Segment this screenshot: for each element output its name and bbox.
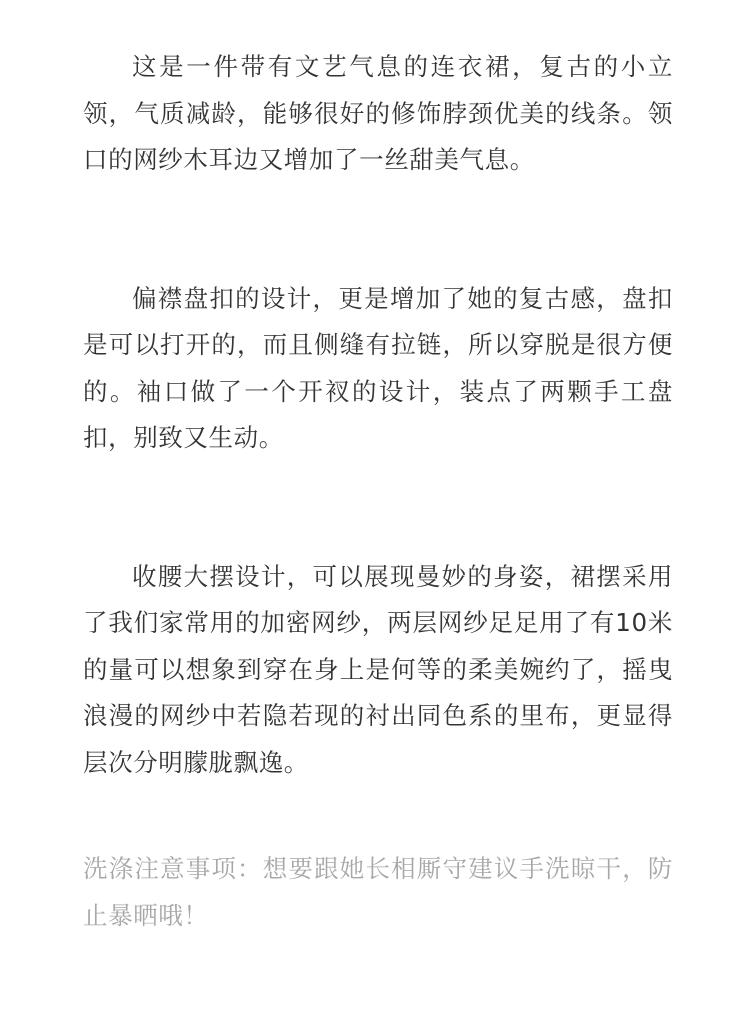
description-paragraph-skirt: 收腰大摆设计，可以展现曼妙的身姿，裙摆采用了我们家常用的加密网纱，两层网纱足足用了有10米的量可以想象到穿在身上是何等的柔美婉约了，摇曳浪漫的网纱中若隐若现的衬出同色系的里布，更显得层次分明朦胧飘逸。	[83, 561, 673, 777]
care-instructions-note: 洗涤注意事项：想要跟她长相厮守建议手洗晾干，防止暴晒哦！	[83, 854, 673, 930]
product-description	[83, 44, 673, 786]
description-paragraph-collar: 这是一件带有文艺气息的连衣裙，复古的小立领，气质减龄，能够很好的修饰脖颈优美的线条。领口的网纱木耳边又增加了一丝甜美气息。	[83, 52, 673, 174]
description-paragraph-buttons: 偏襟盘扣的设计，更是增加了她的复古感，盘扣是可以打开的，而且侧缝有拉链，所以穿脱是很方便的。袖口做了一个开衩的设计，装点了两颗手工盘扣，别致又生动。	[83, 283, 673, 452]
